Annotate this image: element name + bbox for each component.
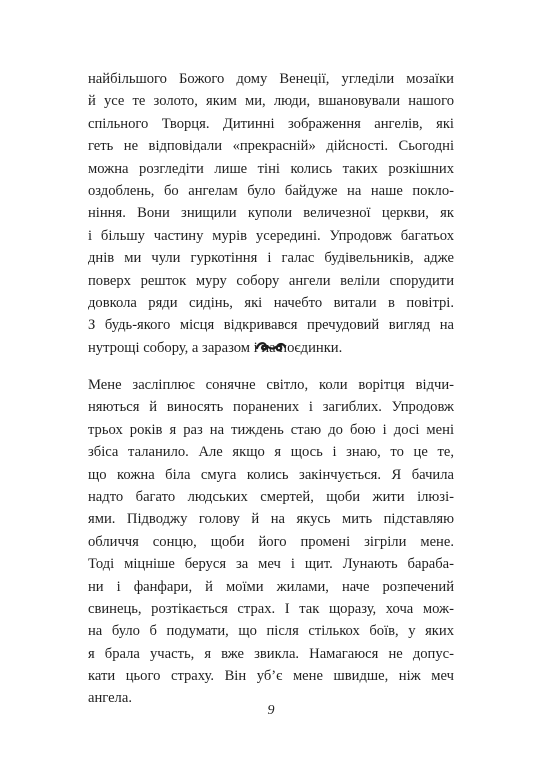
text-line: що кожна біла смуга колись закінчується. Я бачила — [88, 466, 454, 483]
text-line: ніння. Вони знищили куполи величезної церкви, як — [88, 205, 454, 222]
text-line: спільного Творця. Дитинні зображення ангелів, які — [88, 115, 454, 132]
text-line: надто багато людських смертей, щоби жити ілюзі- — [88, 488, 454, 505]
text-line: Тоді міцніше беруся за меч і щит. Лунають бараба- — [88, 556, 454, 573]
text-line: збіса таланило. Але якщо я щось і знаю, то це те, — [88, 444, 454, 461]
text-line: на було б подумати, що після стількох боїв, у яких — [88, 623, 454, 640]
text-line: найбільшого Божого дому Венеції, угледіли мозаїки — [88, 71, 454, 87]
text-line: свинець, розтікається страх. І так щоразу, хоча мож- — [88, 600, 454, 617]
text-line: довкола ряди сидінь, які начебто витали в повітрі. — [88, 294, 454, 311]
text-line: і більшу частину мурів усередині. Упродовж багатьох — [88, 227, 454, 244]
text-line: оздоблень, бо ангелам було байдуже на наше покло- — [88, 182, 454, 199]
text-line: Мене засліплює сонячне світло, коли ворітця відчи- — [88, 377, 454, 393]
text-line: й усе те золото, яким ми, люди, вшановували нашого — [88, 93, 454, 110]
text-line: можна розгледіти лише тіні колись таких розкішних — [88, 160, 454, 177]
text-line: обличчя сонцю, щоби його промені зігріли мене. — [88, 533, 454, 550]
text-line: геть не відповідали «прекрасній» дійсності. Сьогодні — [88, 138, 454, 155]
text-line: днів ми чули гуркотіння і галас будівельників, адже — [88, 250, 454, 267]
text-line: ангела. — [88, 690, 132, 707]
paragraph-2 — [88, 374, 454, 710]
text-line: няються й виносять поранених і загиблих. Упродовж — [88, 399, 454, 416]
text-line: я брала участь, я вже звикла. Намагаюся не допус- — [88, 645, 454, 662]
text-line: трьох років я раз на тиждень стаю до бою і досі мені — [88, 421, 454, 438]
text-line: поверх решток муру собору ангели веліли спорудити — [88, 272, 454, 289]
page-number: 9 — [267, 703, 275, 718]
text-line: З будь-якого місця відкривався пречудовий вигляд на — [88, 317, 454, 334]
swirl-divider-icon — [254, 338, 288, 356]
text-line: кати цього страху. Він уб’є мене швидше, ніж меч — [88, 668, 454, 685]
text-line: нутрощі собору, а заразом і на поєдинки. — [88, 339, 343, 356]
text-line: ни і фанфари, й моїми жилами, наче розпечений — [88, 578, 454, 595]
paragraph-1 — [88, 68, 454, 359]
text-line: ями. Підводжу голову й на якусь мить підставляю — [88, 511, 454, 528]
